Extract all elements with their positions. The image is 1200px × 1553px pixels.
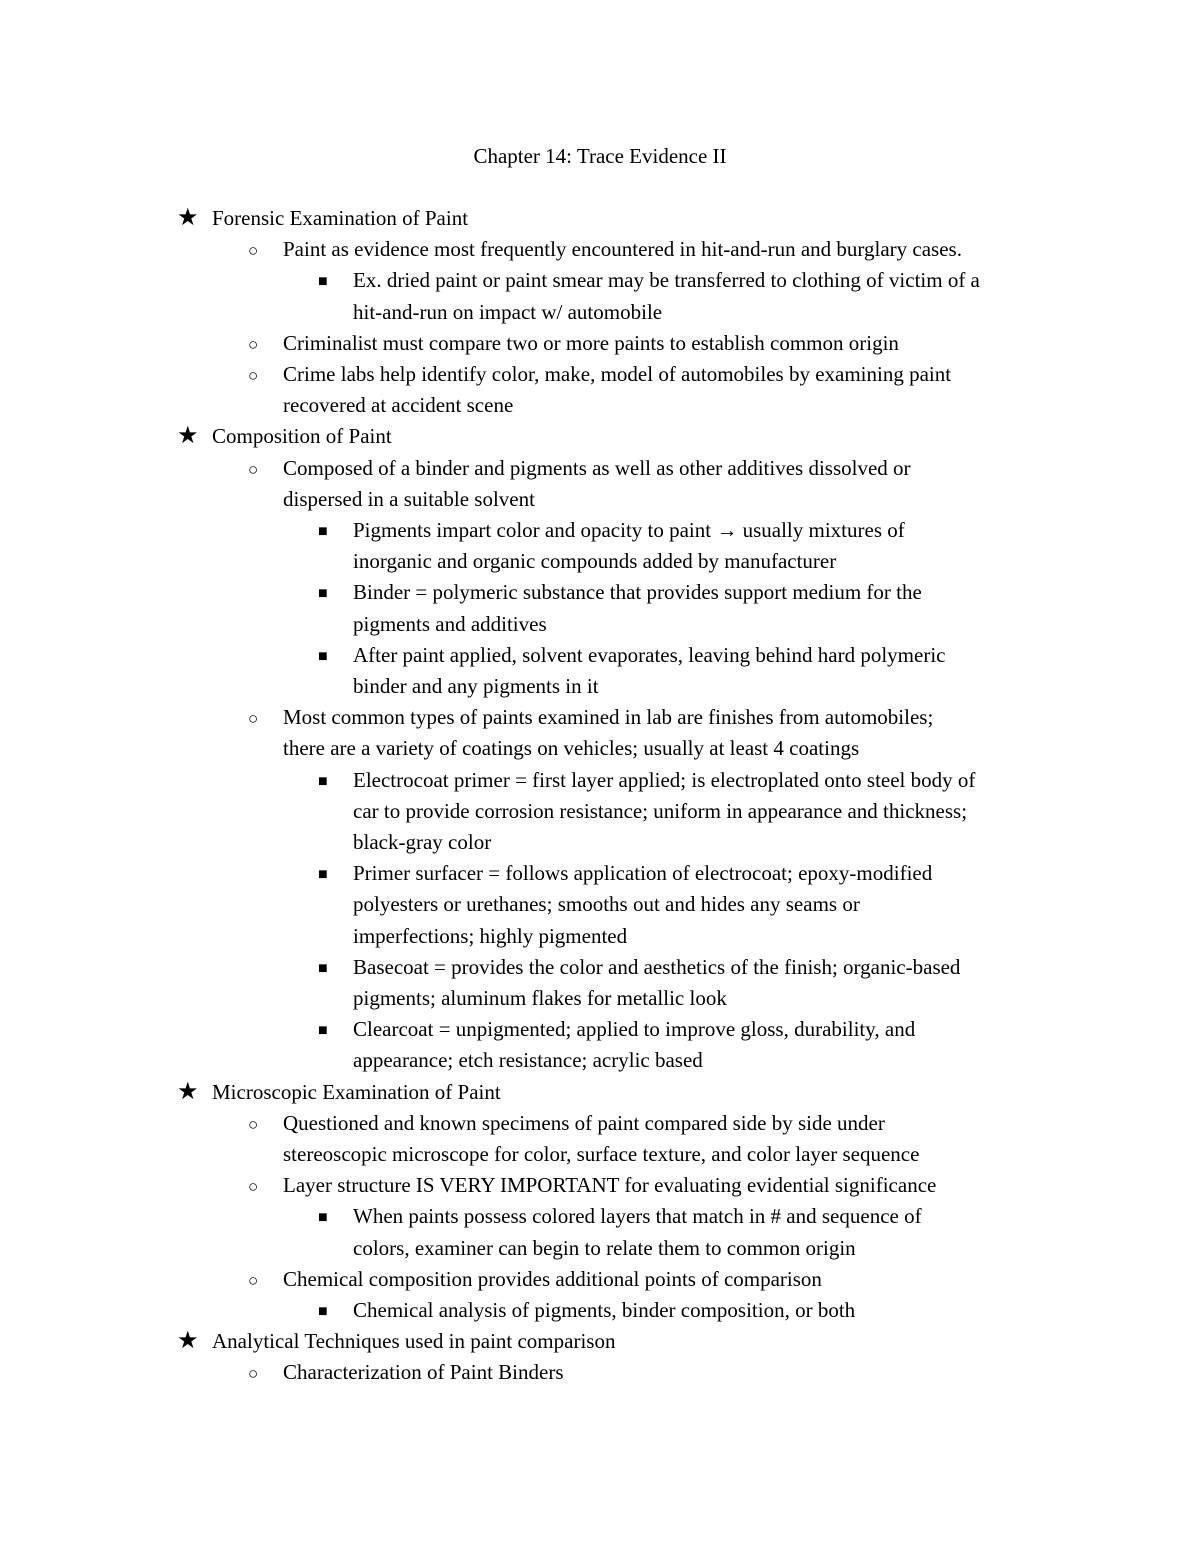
circle-bullet-icon: ○ [248, 1114, 259, 1134]
sub-item-text: hit-and-run on impact w/ automobile [353, 299, 663, 324]
square-bullet-icon: ■ [318, 647, 328, 665]
star-bullet-icon: ★ [177, 205, 199, 231]
list-item-text: stereoscopic microscope for color, surface texture, and color layer sequence [283, 1142, 920, 1166]
square-bullet-icon: ■ [318, 523, 328, 540]
sub-item-text: binder and any pigments in it [353, 674, 599, 698]
sub-item-text: Pigments impart color and opacity to paint → usually mixtures of [353, 518, 905, 542]
circle-bullet-icon: ○ [248, 334, 259, 354]
circle-bullet-icon: ○ [248, 1364, 259, 1384]
star-bullet-icon: ★ [177, 423, 199, 450]
list-item-text: Questioned and known specimens of paint compared side by side under [283, 1110, 885, 1135]
square-bullet-icon: ■ [318, 273, 328, 291]
list-item-text: Crime labs help identify color, make, model of automobiles by examining paint [283, 362, 952, 386]
sub-item-text: When paints possess colored layers that match in # and sequence of [353, 1204, 922, 1229]
square-bullet-icon: ■ [318, 1209, 328, 1227]
list-item-text: Layer structure IS VERY IMPORTANT for evaluating evidential significance [283, 1173, 937, 1198]
list-item-text: Chemical composition provides additional points of comparison [283, 1266, 822, 1291]
sub-item-text: pigments; aluminum flakes for metallic look [353, 986, 727, 1010]
square-bullet-icon: ■ [318, 585, 328, 603]
list-item-text: Paint as evidence most frequently encountered in hit-and-run and burglary cases. [283, 237, 962, 262]
list-item-text: there are a variety of coatings on vehicles; usually at least 4 coatings [283, 736, 860, 761]
circle-bullet-icon: ○ [248, 366, 259, 385]
circle-bullet-icon: ○ [248, 1270, 259, 1290]
sub-item-text: Chemical analysis of pigments, binder composition, or both [353, 1298, 856, 1322]
circle-bullet-icon: ○ [248, 459, 259, 479]
list-item-text: Most common types of paints examined in lab are finishes from automobiles; [283, 705, 934, 730]
list-item-text: recovered at accident scene [283, 393, 514, 418]
sub-item-text: pigments and additives [353, 611, 547, 636]
sub-item-text: Primer surfacer = follows application of electrocoat; epoxy-modified [353, 861, 933, 886]
square-bullet-icon: ■ [318, 959, 328, 977]
square-bullet-icon: ■ [318, 866, 328, 884]
sub-item-text: inorganic and organic compounds added by manufacturer [353, 549, 837, 574]
circle-bullet-icon: ○ [248, 1177, 259, 1197]
sub-item-text: polyesters or urethanes; smooths out and hides any seams or [353, 892, 860, 917]
page-title: Chapter 14: Trace Evidence II [473, 144, 727, 168]
list-item-text: Criminalist must compare two or more paints to establish common origin [283, 330, 899, 355]
list-item-text: Composed of a binder and pigments as well as other additives dissolved or [283, 455, 911, 480]
sub-item-text: Clearcoat = unpigmented; applied to improve gloss, durability, and [353, 1017, 916, 1042]
sub-item-text: Binder = polymeric substance that provides support medium for the [353, 580, 922, 605]
sub-item-text: After paint applied, solvent evaporates, leaving behind hard polymeric [353, 642, 946, 667]
sub-item-text: Basecoat = provides the color and aesthetics of the finish; organic-based [353, 954, 961, 979]
list-item-text: Characterization of Paint Binders [283, 1360, 564, 1385]
square-bullet-icon: ■ [318, 1303, 328, 1320]
sub-item-text: imperfections; highly pigmented [353, 923, 628, 948]
star-bullet-icon: ★ [177, 1328, 199, 1355]
star-bullet-icon: ★ [177, 1078, 199, 1105]
list-item-text: dispersed in a suitable solvent [283, 486, 535, 511]
sub-item-text: Ex. dried paint or paint smear may be transferred to clothing of victim of a [353, 268, 980, 293]
sub-item-text: colors, examiner can begin to relate them to common origin [353, 1235, 856, 1260]
sub-item-text: car to provide corrosion resistance; uniform in appearance and thickness; [353, 798, 968, 823]
sub-item-text: Electrocoat primer = first layer applied; is electroplated onto steel body of [353, 767, 976, 792]
square-bullet-icon: ■ [318, 772, 328, 790]
square-bullet-icon: ■ [318, 1022, 328, 1040]
circle-bullet-icon: ○ [248, 709, 259, 729]
section-heading: Forensic Examination of Paint [212, 206, 469, 230]
section-heading: Microscopic Examination of Paint [212, 1079, 501, 1104]
circle-bullet-icon: ○ [248, 241, 259, 261]
sub-item-text: appearance; etch resistance; acrylic based [353, 1048, 703, 1073]
section-heading: Analytical Techniques used in paint comparison [212, 1329, 616, 1354]
sub-item-text: black-gray color [353, 830, 492, 854]
section-heading: Composition of Paint [212, 424, 392, 449]
